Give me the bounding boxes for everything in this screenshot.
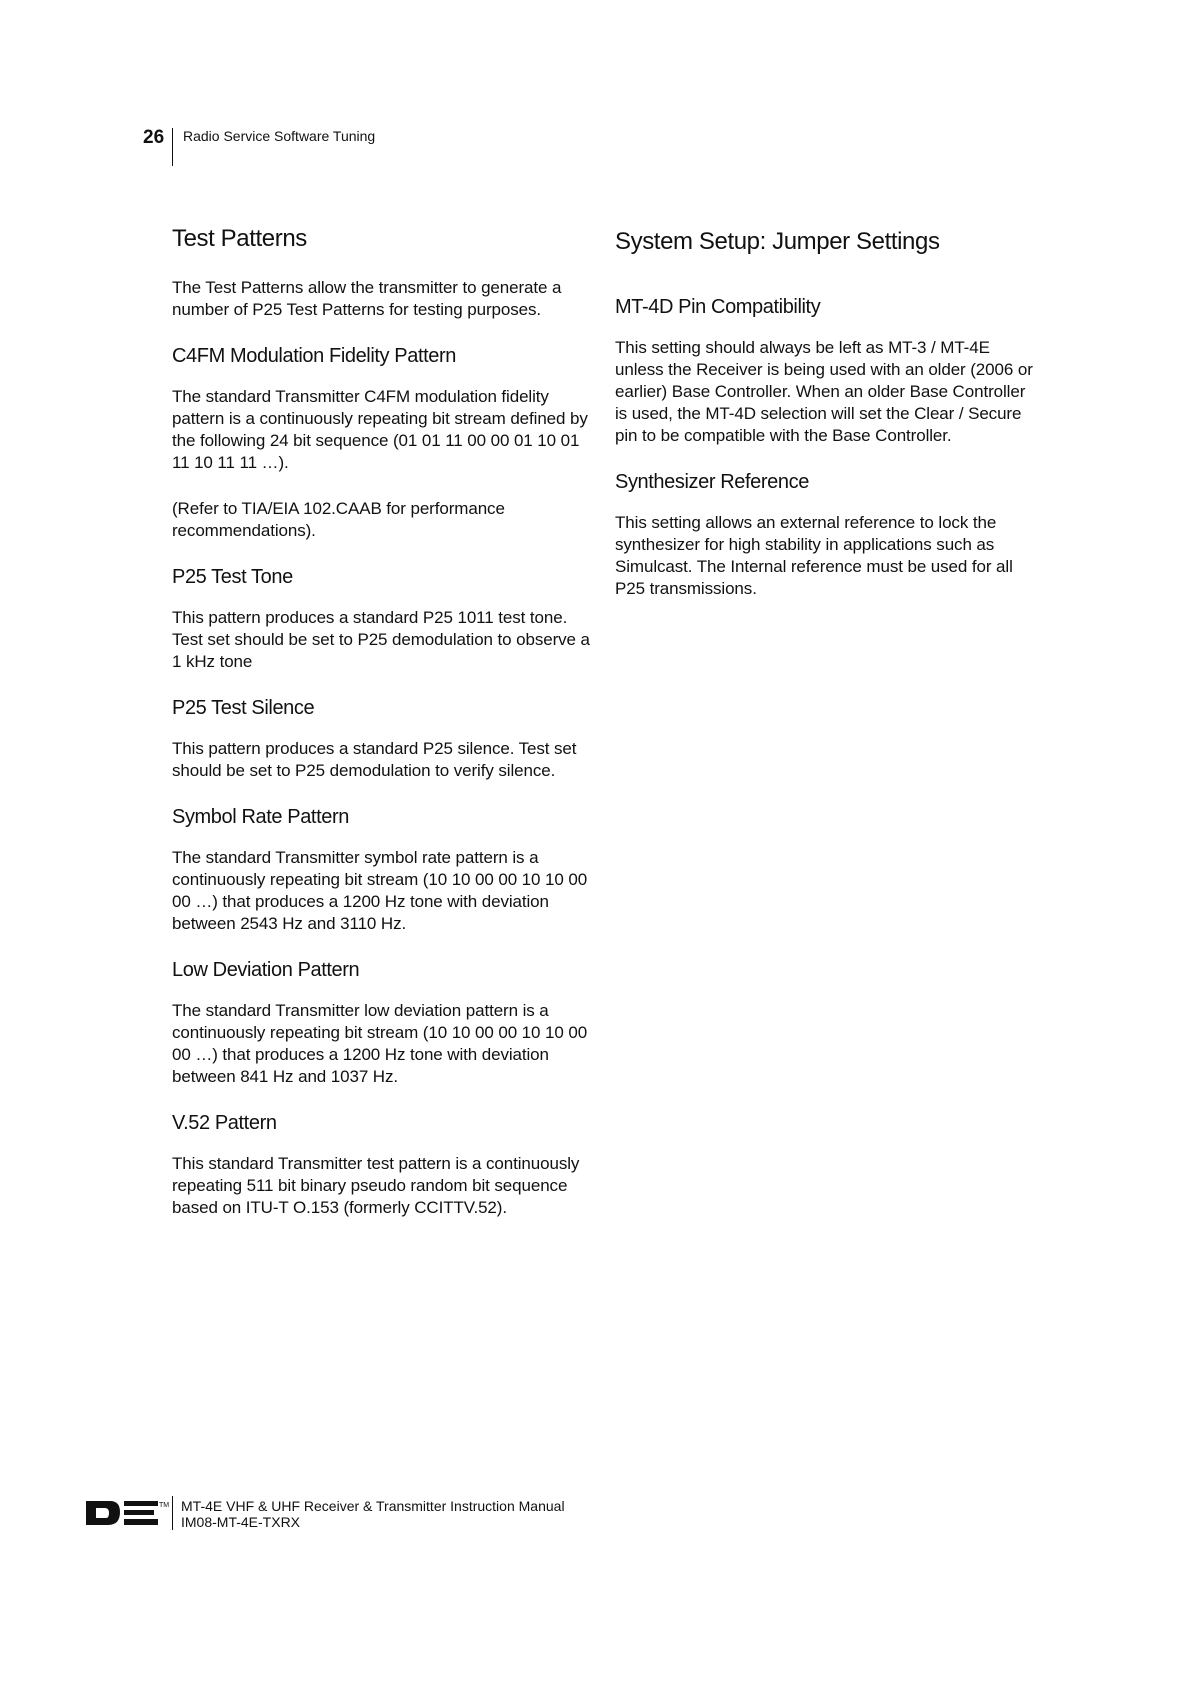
section-paragraph: This pattern produces a standard P25 silence. Test set should be set to P25 demodulation to verify silence.	[172, 739, 577, 780]
section-p25-test-silence	[172, 697, 592, 782]
section-heading: P25 Test Silence	[172, 697, 315, 719]
footer-divider	[172, 1496, 173, 1530]
section-paragraph: This standard Transmitter test pattern is a continuously repeating 511 bit binary pseudo random bit sequence based on ITU-T O.153 (formerly CCITTV.52).	[172, 1154, 580, 1217]
section-paragraph: This setting should always be left as MT-3 / MT-4E unless the Receiver is being used with an older (2006 or earlier) Base Controller. When an older Base Controller is used, the MT-4D selection will set the Clear / Secure pin to be compatible with the Base Controller.	[615, 338, 1033, 445]
section-heading: P25 Test Tone	[172, 566, 293, 588]
section-c4fm	[172, 345, 592, 542]
section-heading: MT-4D Pin Compatibility	[615, 296, 821, 318]
section-paragraph: (Refer to TIA/EIA 102.CAAB for performance recommendations).	[172, 499, 505, 540]
left-column	[172, 225, 592, 1243]
test-patterns-title: Test Patterns	[172, 225, 307, 252]
trademark-mark: TM	[159, 1502, 170, 1509]
section-mt4d-pin	[615, 296, 1035, 447]
section-paragraph: The standard Transmitter low deviation pattern is a continuously repeating bit stream (10 10 00 00 10 10 00 00 …) that produces a 1200 Hz tone with deviation between 841 Hz and 1037 Hz.	[172, 1001, 588, 1086]
test-patterns-intro: The Test Patterns allow the transmitter to generate a number of P25 Test Patterns for testing purposes.	[172, 278, 562, 319]
manual-title: MT-4E VHF & UHF Receiver & Transmitter Instruction Manual	[181, 1498, 565, 1514]
section-paragraph: This setting allows an external reference to lock the synthesizer for high stability in applications such as Simulcast. The Internal reference must be used for all P25 transmissions.	[615, 513, 1013, 598]
chapter-title: Radio Service Software Tuning	[183, 128, 376, 144]
de-logo-icon	[84, 1498, 170, 1533]
right-column	[615, 228, 1035, 624]
section-paragraph: The standard Transmitter C4FM modulation fidelity pattern is a continuously repeating bit stream defined by the following 24 bit sequence (01 01 11 00 00 01 10 01 11 10 11 11 …).	[172, 387, 588, 472]
page-number: 26	[143, 127, 165, 148]
section-heading: Synthesizer Reference	[615, 471, 809, 493]
section-synthesizer-reference	[615, 471, 1035, 600]
section-v52	[172, 1112, 592, 1219]
jumper-settings-title: System Setup: Jumper Settings	[615, 228, 940, 255]
header-divider	[172, 128, 173, 166]
manual-code: IM08-MT-4E-TXRX	[181, 1514, 301, 1530]
section-paragraph: The standard Transmitter symbol rate pattern is a continuously repeating bit stream (10 10 00 00 10 10 00 00 …) that produces a 1200 Hz tone with deviation between 2543 Hz and 3110 Hz.	[172, 848, 588, 933]
section-low-deviation	[172, 959, 592, 1088]
section-symbol-rate	[172, 806, 592, 935]
section-heading: C4FM Modulation Fidelity Pattern	[172, 345, 456, 367]
section-heading: Symbol Rate Pattern	[172, 806, 349, 828]
section-heading: Low Deviation Pattern	[172, 959, 360, 981]
section-p25-test-tone	[172, 566, 592, 673]
section-paragraph: This pattern produces a standard P25 1011 test tone. Test set should be set to P25 demodulation to observe a 1 kHz tone	[172, 608, 590, 671]
section-heading: V.52 Pattern	[172, 1112, 277, 1134]
